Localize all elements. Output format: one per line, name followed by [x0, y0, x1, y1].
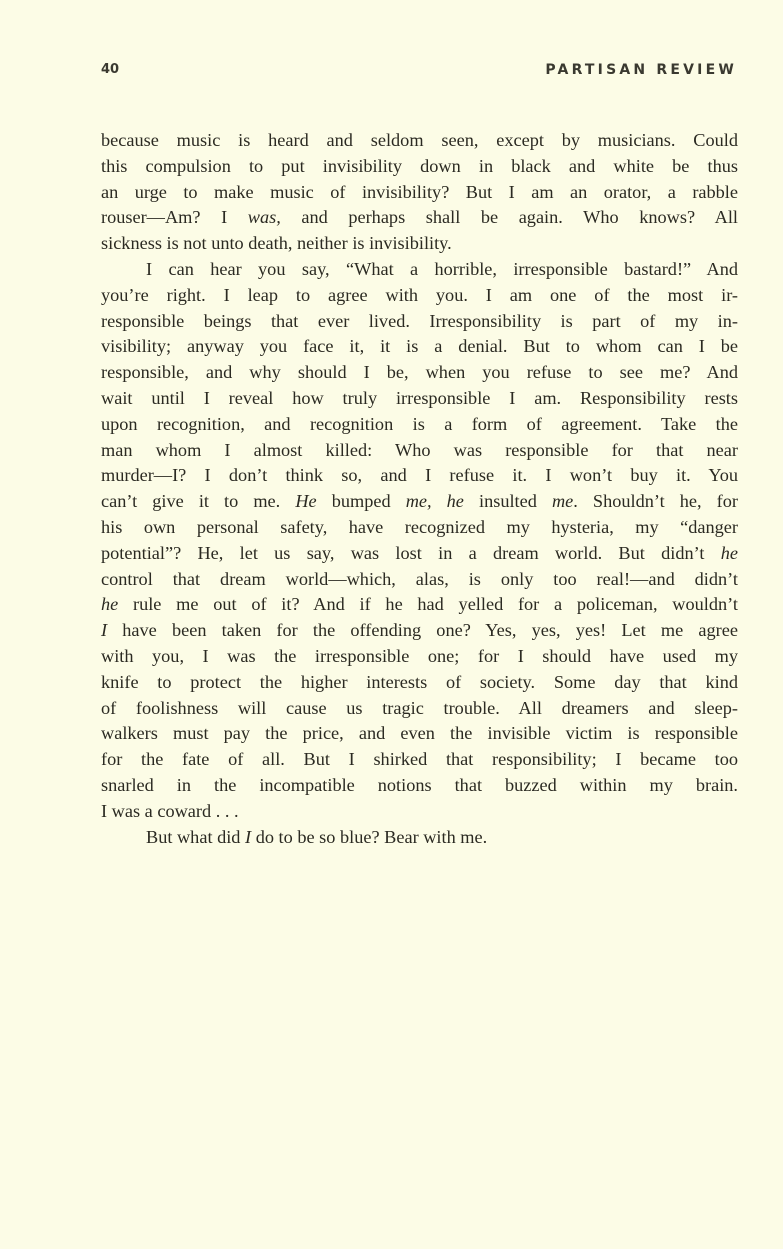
text-line	[101, 721, 738, 747]
italic-text: I	[101, 620, 108, 641]
text-segment: for the fate of all. But I shirked that responsibility; I became too	[101, 749, 738, 770]
italic-text: was,	[247, 207, 281, 228]
text-segment: can’t give it to me.	[101, 491, 296, 512]
text-segment: have been taken for the offending one? Yes, yes, yes! Let me agree	[107, 620, 738, 641]
text-segment: walkers must pay the price, and even the invisible victim is responsible	[101, 723, 738, 744]
text-segment: I can hear you say, “What a horrible, irresponsible bastard!” And	[146, 258, 738, 279]
text-line	[101, 438, 738, 464]
text-segment: potential”? He, let us say, was lost in a dream world. But didn’t	[101, 542, 721, 563]
text-line	[101, 360, 738, 386]
text-segment: because music is heard and seldom seen, except by musicians. Could	[101, 130, 738, 150]
text-line	[101, 644, 738, 670]
text-segment: sickness is not unto death, neither is invisibility.	[101, 233, 452, 254]
italic-text: he	[720, 542, 738, 563]
text-line	[101, 205, 738, 231]
text-segment: wait until I reveal how truly irresponsible I am. Responsibility rests	[101, 387, 738, 408]
text-line	[101, 825, 738, 851]
italic-text: me	[551, 491, 574, 512]
text-line	[101, 154, 738, 180]
text-line	[101, 541, 738, 567]
text-segment: do to be so blue? Bear with me.	[251, 826, 488, 847]
text-line	[101, 567, 738, 593]
text-line	[101, 128, 738, 154]
text-segment: with you, I was the irresponsible one; for I should have used my	[101, 645, 738, 666]
text-segment: visibility; anyway you face it, it is a denial. But to whom can I be	[101, 336, 738, 357]
text-line	[101, 257, 738, 283]
text-line	[101, 696, 738, 722]
italic-text: I	[245, 826, 252, 847]
italic-text: He	[295, 491, 317, 512]
italic-text: he	[101, 594, 119, 615]
text-line	[101, 799, 738, 825]
italic-text: me, he	[405, 491, 464, 512]
text-line	[101, 489, 738, 515]
text-segment: this compulsion to put invisibility down in black and white be thus	[101, 155, 738, 176]
text-segment: of foolishness will cause us tragic trouble. All dreamers and sleep-	[101, 697, 738, 718]
text-segment: upon recognition, and recognition is a form of agreement. Take the	[101, 413, 738, 434]
text-segment: you’re right. I leap to agree with you. I am one of the most ir-	[101, 284, 738, 305]
text-segment: responsible, and why should I be, when you refuse to see me? And	[101, 362, 738, 383]
text-line	[101, 618, 738, 644]
text-line	[101, 386, 738, 412]
text-line	[101, 283, 738, 309]
text-segment: murder—I? I don’t think so, and I refuse it. I won’t buy it. You	[101, 465, 738, 486]
text-segment: knife to protect the higher interests of society. Some day that kind	[101, 671, 738, 692]
text-line	[101, 334, 738, 360]
text-line	[101, 773, 738, 799]
text-line	[101, 592, 738, 618]
text-segment: an urge to make music of invisibility? But I am an orator, a rabble	[101, 181, 738, 202]
text-segment: rouser—Am? I	[101, 207, 248, 228]
text-segment: . Shouldn’t he, for	[573, 491, 738, 512]
text-segment: rule me out of it? And if he had yelled for a policeman, wouldn’t	[118, 594, 738, 615]
text-segment: his own personal safety, have recognized my hysteria, my “danger	[101, 516, 738, 537]
text-segment: bumped	[316, 491, 406, 512]
running-header	[101, 62, 737, 82]
text-line	[101, 670, 738, 696]
text-line	[101, 309, 738, 335]
text-segment: man whom I almost killed: Who was responsible for that near	[101, 439, 738, 460]
page-number: 40	[101, 62, 120, 77]
text-segment: snarled in the incompatible notions that buzzed within my brain.	[101, 774, 738, 795]
body-text	[101, 128, 738, 850]
text-segment: control that dream world—which, alas, is only too real!—and didn’t	[101, 568, 738, 589]
text-line	[101, 747, 738, 773]
text-line	[101, 231, 738, 257]
text-segment: responsible beings that ever lived. Irresponsibility is part of my in-	[101, 310, 738, 331]
text-segment: But what did	[146, 826, 246, 847]
text-line	[101, 180, 738, 206]
text-segment: insulted	[463, 491, 552, 512]
journal-title: PARTISAN REVIEW	[545, 62, 737, 78]
text-segment: and perhaps shall be again. Who knows? All	[280, 207, 738, 228]
text-line	[101, 515, 738, 541]
text-line	[101, 412, 738, 438]
text-segment: I was a coward . . .	[101, 800, 239, 821]
text-line	[101, 463, 738, 489]
